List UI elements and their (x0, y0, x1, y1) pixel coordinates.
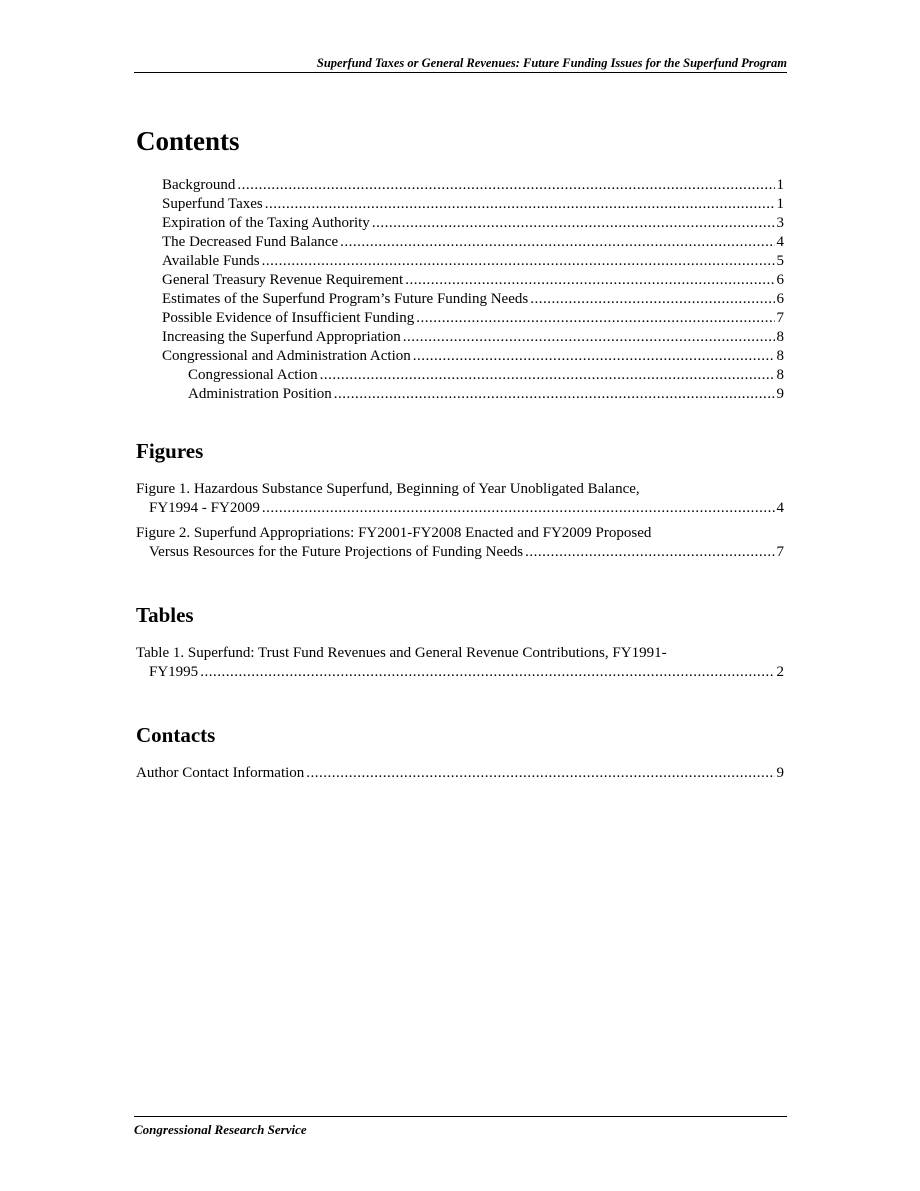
toc-entry-label: Increasing the Superfund Appropriation (162, 329, 401, 345)
toc-page-number: 4 (776, 234, 784, 250)
table-entry-continuation (136, 663, 784, 682)
toc-entry-insufficient-funding[interactable] (136, 309, 784, 328)
contact-entry-author[interactable] (136, 764, 784, 783)
toc-entry-label: The Decreased Fund Balance (162, 234, 339, 250)
contact-entry-label: Author Contact Information (136, 765, 305, 781)
toc-entry-label: Background (162, 177, 236, 193)
toc-entry-label: Superfund Taxes (162, 196, 263, 212)
toc-page-number: 6 (776, 291, 784, 307)
toc-page-number: 5 (776, 253, 784, 269)
section-spacer (136, 404, 784, 438)
running-footer: Congressional Research Service (134, 1116, 787, 1138)
figure-entry-title-cont: FY1994 - FY2009 (149, 500, 260, 516)
toc-page-number: 9 (776, 765, 784, 781)
table-entry-title-cont: FY1995 (149, 664, 199, 680)
dot-leader (334, 385, 775, 404)
contents-list (136, 176, 784, 404)
toc-page-number: 1 (776, 196, 784, 212)
dot-leader (265, 195, 775, 214)
figure-entry-continuation (136, 499, 784, 518)
toc-entry-administration-position[interactable] (136, 385, 784, 404)
dot-leader (262, 252, 775, 271)
toc-entry-superfund-taxes[interactable] (136, 195, 784, 214)
toc-entry-expiration[interactable] (136, 214, 784, 233)
toc-entry-congressional-administration[interactable] (136, 347, 784, 366)
contents-heading: Contents (136, 126, 240, 156)
dot-leader (530, 290, 774, 309)
dot-leader (200, 663, 774, 682)
dot-leader (262, 499, 775, 518)
table-entry-1[interactable] (136, 644, 784, 682)
figure-entry-1[interactable] (136, 480, 784, 518)
toc-entry-label: General Treasury Revenue Requirement (162, 272, 404, 288)
table-entry-title: Table 1. Superfund: Trust Fund Revenues and General Revenue Contributions, FY1991- (136, 645, 667, 661)
figures-heading: Figures (136, 439, 204, 463)
dot-leader (525, 543, 774, 562)
contacts-heading: Contacts (136, 723, 216, 747)
dot-leader (413, 347, 775, 366)
dot-leader (416, 309, 774, 328)
toc-page-number: 4 (776, 500, 784, 516)
dot-leader (403, 328, 775, 347)
toc-entry-available-funds[interactable] (136, 252, 784, 271)
toc-entry-congressional-action[interactable] (136, 366, 784, 385)
toc-page-number: 8 (776, 367, 784, 383)
toc-entry-label: Congressional and Administration Action (162, 348, 411, 364)
dot-leader (237, 176, 774, 195)
toc-page-number: 6 (776, 272, 784, 288)
toc-page-number: 2 (776, 664, 784, 680)
figure-entry-title: Figure 2. Superfund Appropriations: FY2001-FY2008 Enacted and FY2009 Proposed (136, 525, 652, 541)
toc-entry-label: Estimates of the Superfund Program’s Future Funding Needs (162, 291, 529, 307)
toc-page-number: 1 (776, 177, 784, 193)
figure-entry-2[interactable] (136, 524, 784, 562)
toc-entry-label: Congressional Action (188, 367, 318, 383)
toc-page-number: 7 (776, 544, 784, 560)
toc-page-number: 9 (776, 386, 784, 402)
toc-entry-general-treasury[interactable] (136, 271, 784, 290)
section-spacer (136, 688, 784, 722)
dot-leader (340, 233, 774, 252)
dot-leader (372, 214, 775, 233)
toc-entry-label: Administration Position (188, 386, 332, 402)
toc-page-number: 7 (776, 310, 784, 326)
toc-page-number: 3 (776, 215, 784, 231)
toc-page-number: 8 (776, 329, 784, 345)
dot-leader (320, 366, 775, 385)
dot-leader (306, 764, 774, 783)
table-of-contents (136, 124, 784, 783)
toc-entry-estimates[interactable] (136, 290, 784, 309)
figure-entry-title: Figure 1. Hazardous Substance Superfund, Beginning of Year Unobligated Balance, (136, 481, 640, 497)
section-spacer (136, 568, 784, 602)
figure-entry-continuation (136, 543, 784, 562)
toc-entry-background[interactable] (136, 176, 784, 195)
dot-leader (405, 271, 774, 290)
running-header: Superfund Taxes or General Revenues: Future Funding Issues for the Superfund Program (134, 56, 787, 73)
toc-page-number: 8 (776, 348, 784, 364)
toc-entry-label: Possible Evidence of Insufficient Funding (162, 310, 415, 326)
toc-entry-increasing-appropriation[interactable] (136, 328, 784, 347)
toc-entry-label: Expiration of the Taxing Authority (162, 215, 370, 231)
tables-heading: Tables (136, 603, 194, 627)
toc-entry-label: Available Funds (162, 253, 260, 269)
figure-entry-title-cont: Versus Resources for the Future Projections of Funding Needs (149, 544, 524, 560)
toc-entry-decreased-fund-balance[interactable] (136, 233, 784, 252)
